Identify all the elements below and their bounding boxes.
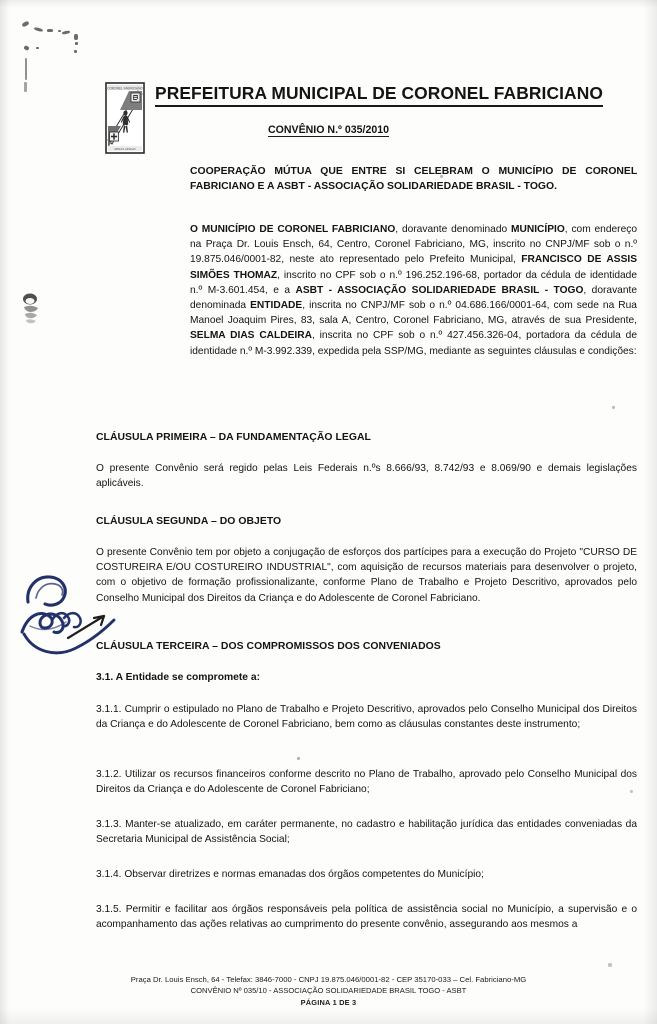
scan-speck — [608, 963, 612, 967]
page-footer — [0, 974, 657, 1008]
preamble-entity-alias: ENTIDADE — [250, 300, 303, 312]
scan-edge-shadow-bottom — [0, 1008, 657, 1024]
scan-speck — [612, 406, 615, 409]
clause-item-3-1-1: 3.1.1. Cumprir o estipulado no Plano de Trabalho e Projeto Descritivo, aprovados pelo Conselho Municipal dos Direitos da Criança e do Adolescente de Coronel Fabriciano, bem como as cláusulas constantes deste instrumento; — [96, 704, 637, 731]
scan-speck — [58, 30, 61, 32]
preamble-entity-name: ASBT - ASSOCIAÇÃO SOLIDARIEDADE BRASIL - TOGO — [295, 284, 584, 296]
preamble-paragraph — [190, 222, 637, 359]
preamble-text-6: , inscrito no CPF sob o n.º 196.252.196-68, portador da cédula de identidade n.º M-3.601.454, e a — [190, 269, 637, 296]
handwritten-arrow-mark — [66, 612, 108, 642]
preamble-text-10: , inscrita no CNPJ/MF sob o n.º 04.686.166/0001-64, com sede na Rua Manoel Joaquim Pires, 83, sala A, Centro, Coronel Fabriciano, MG, através de sua Presidente, — [190, 300, 637, 327]
preamble-municipality-alias: MUNICÍPIO — [511, 224, 565, 235]
scan-edge-shadow-top — [0, 0, 657, 8]
footer-agreement-line: CONVÊNIO Nº 035/10 - ASSOCIAÇÃO SOLIDARIEDADE BRASIL TOGO - ASBT — [190, 986, 467, 996]
subject-line-2: FABRICIANO E A ASBT - ASSOCIAÇÃO SOLIDARIEDADE BRASIL - TOGO. — [190, 181, 557, 193]
clause-item-3-1-2: 3.1.2. Utilizar os recursos financeiros conforme descrito no Plano de Trabalho, aprovado pelo Conselho Municipal dos Direitos da Criança e do Adolescente de Coronel Fabriciano; — [96, 769, 637, 796]
preamble-text-4: , com endereço na Praça Dr. Louis Ensch, 64, Centro, Coronel Fabriciano, MG, inscrito no CNPJ/MF sob o n.º 19.875.046/0001-82, neste ato representado pelo Prefeito Municipal, — [190, 224, 637, 266]
svg-text:CORONEL FABRICIANO: CORONEL FABRICIANO — [107, 86, 143, 91]
page-title: PREFEITURA MUNICIPAL DE CORONEL FABRICIANO — [155, 83, 603, 107]
clause-item-3-1-4: 3.1.4. Observar diretrizes e normas emanadas dos órgãos competentes do Município; — [96, 869, 484, 880]
scan-speck — [62, 30, 70, 35]
subject-heading — [190, 164, 637, 195]
coat-of-arms-icon — [105, 82, 145, 154]
preamble-mayor-name: FRANCISCO DE ASSIS SIMÕES THOMAZ — [190, 254, 637, 281]
preamble-municipality-name: O MUNICÍPIO DE CORONEL FABRICIANO — [190, 224, 396, 235]
clause-item-3-1: 3.1. A Entidade se compromete a: — [96, 672, 261, 683]
document-header — [0, 38, 657, 151]
scan-speck — [47, 29, 53, 32]
scan-edge-shadow-right — [643, 0, 657, 1024]
preamble-text-2: , doravante denominado — [395, 224, 511, 235]
clause-item-3-1-5: 3.1.5. Permitir e facilitar aos órgãos responsáveis pela política de assistência social no Município, a supervisão e o acompanhamento das ações relativas ao cumprimento do presente convênio, assegurando aos mesmos a — [96, 904, 637, 931]
scan-speck — [21, 21, 29, 28]
clause-third-title: CLÁUSULA TERCEIRA – DOS COMPROMISSOS DOS CONVENIADOS — [96, 641, 441, 652]
footer-address-line: Praça Dr. Louis Ensch, 64 - Telefax: 3846-7000 - CNPJ 19.875.046/0001-82 - CEP 35170-033 – Cel. Fabriciano-MG — [130, 974, 527, 984]
svg-text:MINAS GERAIS: MINAS GERAIS — [114, 147, 136, 151]
clause-second-body: O presente Convênio tem por objeto a conjugação de esforços dos partícipes para a execução do Projeto "CURSO DE COSTUREIRA E/OU COSTUREIRO INDUSTRIAL", com aquisição de recursos materiais para desenvolver o projeto, com o objetivo de formação profissionalizante, conforme Plano de Trabalho e Projeto Descritivo, aprovados pelo Conselho Municipal dos Direitos da Criança e do Adolescente de Coronel Fabriciano. — [96, 547, 637, 604]
scan-edge-shadow-left — [0, 0, 10, 1024]
preamble-text-8: , doravante denominada — [190, 284, 637, 312]
preamble-president-name: SELMA DIAS CALDEIRA — [190, 330, 312, 342]
clause-second-title: CLÁUSULA SEGUNDA – DO OBJETO — [96, 516, 282, 527]
ink-smudge-mark — [20, 290, 44, 330]
clause-item-3-1-3: 3.1.3. Manter-se atualizado, em caráter permanente, no cadastro e habilitação jurídica das entidades conveniadas da Secretaria Municipal de Assistência Social; — [96, 819, 637, 846]
scan-speck — [34, 27, 43, 32]
clause-first-body: O presente Convênio será regido pelas Leis Federais n.ºs 8.666/93, 8.742/93 e 8.069/90 e demais legislações aplicáveis. — [96, 463, 637, 490]
preamble-text-12: , inscrita no CPF sob o n.º 427.456.326-04, portadora da cédula de identidade n.º M-3.992.339, expedida pela SSP/MG, mediante as seguintes cláusulas e condições: — [190, 330, 637, 357]
document-number-text: CONVÊNIO N.º 035/2010 — [267, 124, 390, 136]
subject-line-1: COOPERAÇÃO MÚTUA QUE ENTRE SI CELEBRAM O MUNICÍPIO DE CORONEL — [190, 166, 637, 177]
clause-first-title: CLÁUSULA PRIMEIRA – DA FUNDAMENTAÇÃO LEGAL — [96, 432, 371, 443]
footer-page-number: PÁGINA 1 DE 3 — [300, 997, 357, 1007]
scan-speck — [297, 757, 300, 760]
document-number — [0, 124, 657, 136]
